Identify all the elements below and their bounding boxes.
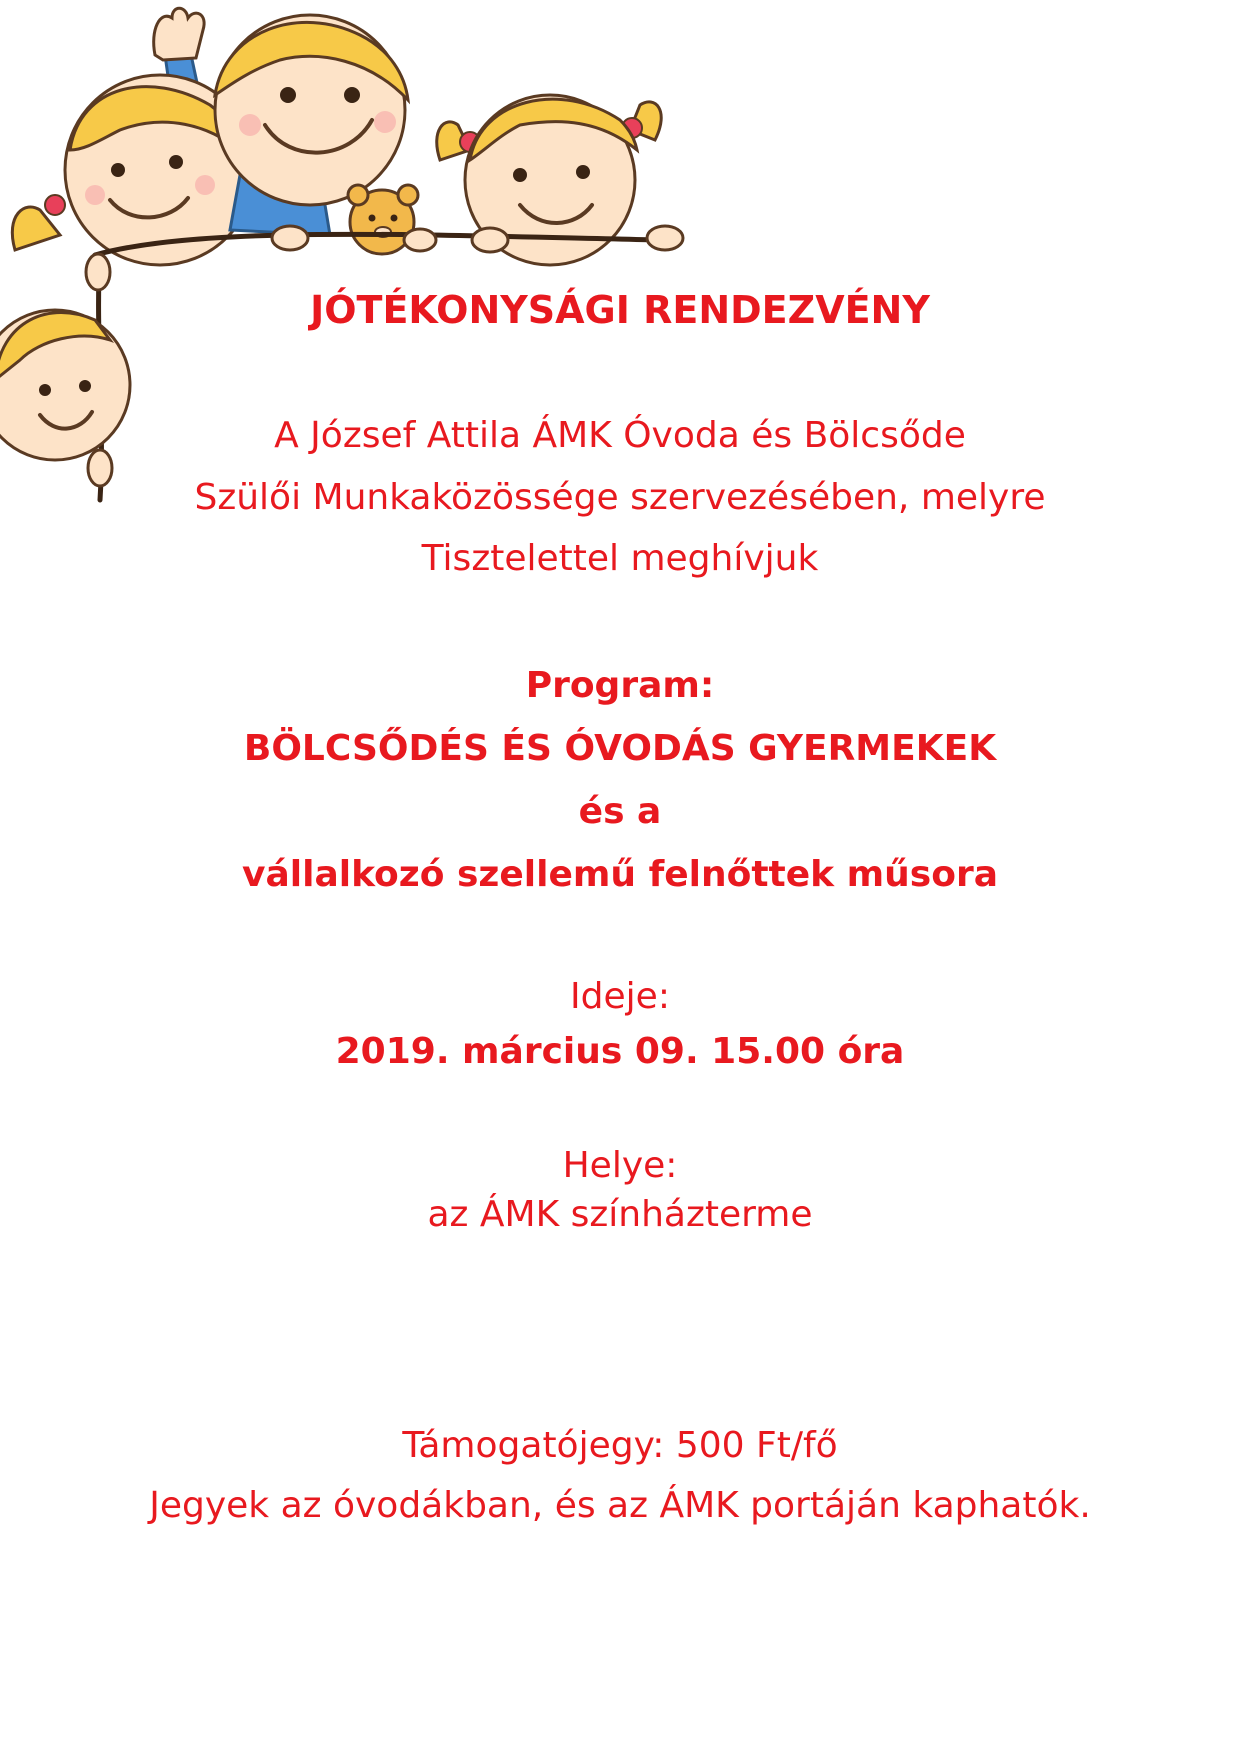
wall-edge-illustration xyxy=(95,226,683,500)
ticket-availability: Jegyek az óvodákban, és az ÁMK portáján kaphatók. xyxy=(149,1485,1091,1526)
event-title: JÓTÉKONYSÁGI RENDEZVÉNY xyxy=(310,288,930,332)
program-line-1: BÖLCSŐDÉS ÉS ÓVODÁS GYERMEKEK xyxy=(243,728,997,769)
intro-line-2: Szülői Munkaközössége szervezésében, melyre xyxy=(194,477,1046,518)
place-value: az ÁMK színházterme xyxy=(427,1194,813,1235)
program-line-2: és a xyxy=(578,791,662,832)
program-line-3: vállalkozó szellemű felnőttek műsora xyxy=(242,854,998,895)
program-label: Program: xyxy=(525,665,715,706)
intro-line-3: Tisztelettel meghívjuk xyxy=(421,538,819,579)
time-value: 2019. március 09. 15.00 óra xyxy=(335,1031,905,1072)
intro-line-1: A József Attila ÁMK Óvoda és Bölcsőde xyxy=(274,415,966,456)
ticket-price: Támogatójegy: 500 Ft/fő xyxy=(402,1425,838,1466)
time-label: Ideje: xyxy=(570,976,670,1017)
place-label: Helye: xyxy=(562,1145,678,1186)
